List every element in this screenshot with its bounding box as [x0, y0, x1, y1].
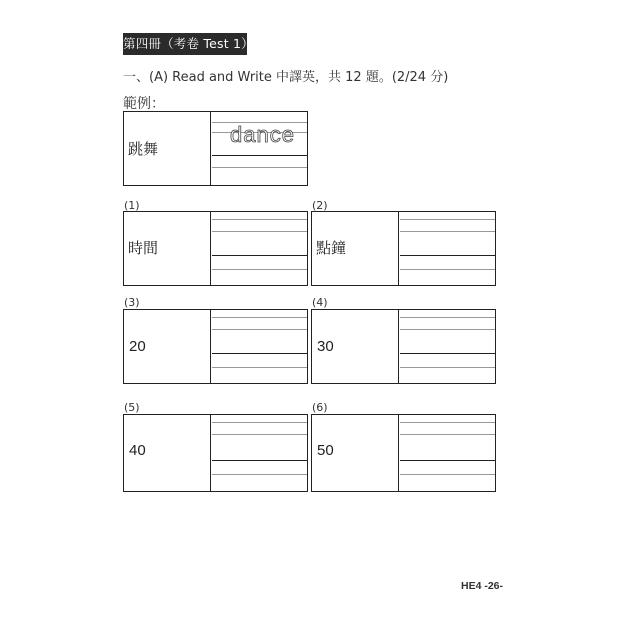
box-divider	[210, 112, 211, 185]
guide-line	[212, 434, 307, 435]
writing-lines	[212, 310, 307, 383]
item-prompt: 40	[129, 442, 146, 459]
guide-line	[212, 231, 307, 232]
item-number: (3)	[124, 296, 140, 309]
item-number: (4)	[312, 296, 328, 309]
item-number: (6)	[312, 401, 328, 414]
writing-lines	[400, 415, 495, 491]
item-prompt: 30	[317, 338, 334, 355]
base-line	[212, 460, 307, 461]
guide-line	[212, 167, 307, 168]
base-line	[400, 255, 495, 256]
guide-line	[400, 474, 495, 475]
answer-box	[311, 414, 496, 492]
item-prompt: 50	[317, 442, 334, 459]
box-divider	[398, 310, 399, 383]
writing-lines	[400, 212, 495, 285]
instruction-text: 一、(A) Read and Write 中譯英，共 12 題。(2/24 分)	[123, 70, 449, 85]
answer-box	[123, 309, 308, 384]
guide-line	[400, 329, 495, 330]
item-prompt: 點鐘	[316, 239, 347, 257]
box-divider	[210, 415, 211, 491]
guide-line	[400, 422, 495, 423]
answer-box	[311, 309, 496, 384]
box-divider	[398, 415, 399, 491]
box-divider	[210, 310, 211, 383]
base-line	[400, 460, 495, 461]
guide-line	[400, 269, 495, 270]
guide-line	[400, 231, 495, 232]
answer-box	[123, 211, 308, 286]
answer-box	[311, 211, 496, 286]
guide-line	[212, 474, 307, 475]
example-label: 範例：	[123, 96, 165, 112]
guide-line	[400, 434, 495, 435]
item-number: (2)	[312, 199, 328, 212]
item-prompt: 時間	[128, 239, 159, 257]
writing-lines	[212, 415, 307, 491]
guide-line	[212, 367, 307, 368]
page-number: HE4 -26-	[461, 580, 504, 592]
guide-line	[212, 219, 307, 220]
guide-line	[400, 367, 495, 368]
item-number: (5)	[124, 401, 140, 414]
answer-box	[123, 414, 308, 492]
guide-line	[212, 422, 307, 423]
box-divider	[398, 212, 399, 285]
base-line	[400, 353, 495, 354]
example-answer: dance	[230, 122, 295, 147]
example-box	[123, 111, 308, 186]
writing-lines	[400, 310, 495, 383]
item-prompt: 20	[129, 338, 146, 355]
guide-line	[400, 219, 495, 220]
item-number: (1)	[124, 199, 140, 212]
guide-line	[212, 317, 307, 318]
section-title: 第四冊（考卷 Test 1）	[123, 33, 247, 55]
writing-lines	[212, 112, 307, 185]
guide-line	[212, 269, 307, 270]
base-line	[212, 255, 307, 256]
box-divider	[210, 212, 211, 285]
example-prompt: 跳舞	[128, 140, 159, 158]
base-line	[212, 353, 307, 354]
guide-line	[212, 329, 307, 330]
base-line	[212, 155, 307, 156]
writing-lines	[212, 212, 307, 285]
guide-line	[400, 317, 495, 318]
